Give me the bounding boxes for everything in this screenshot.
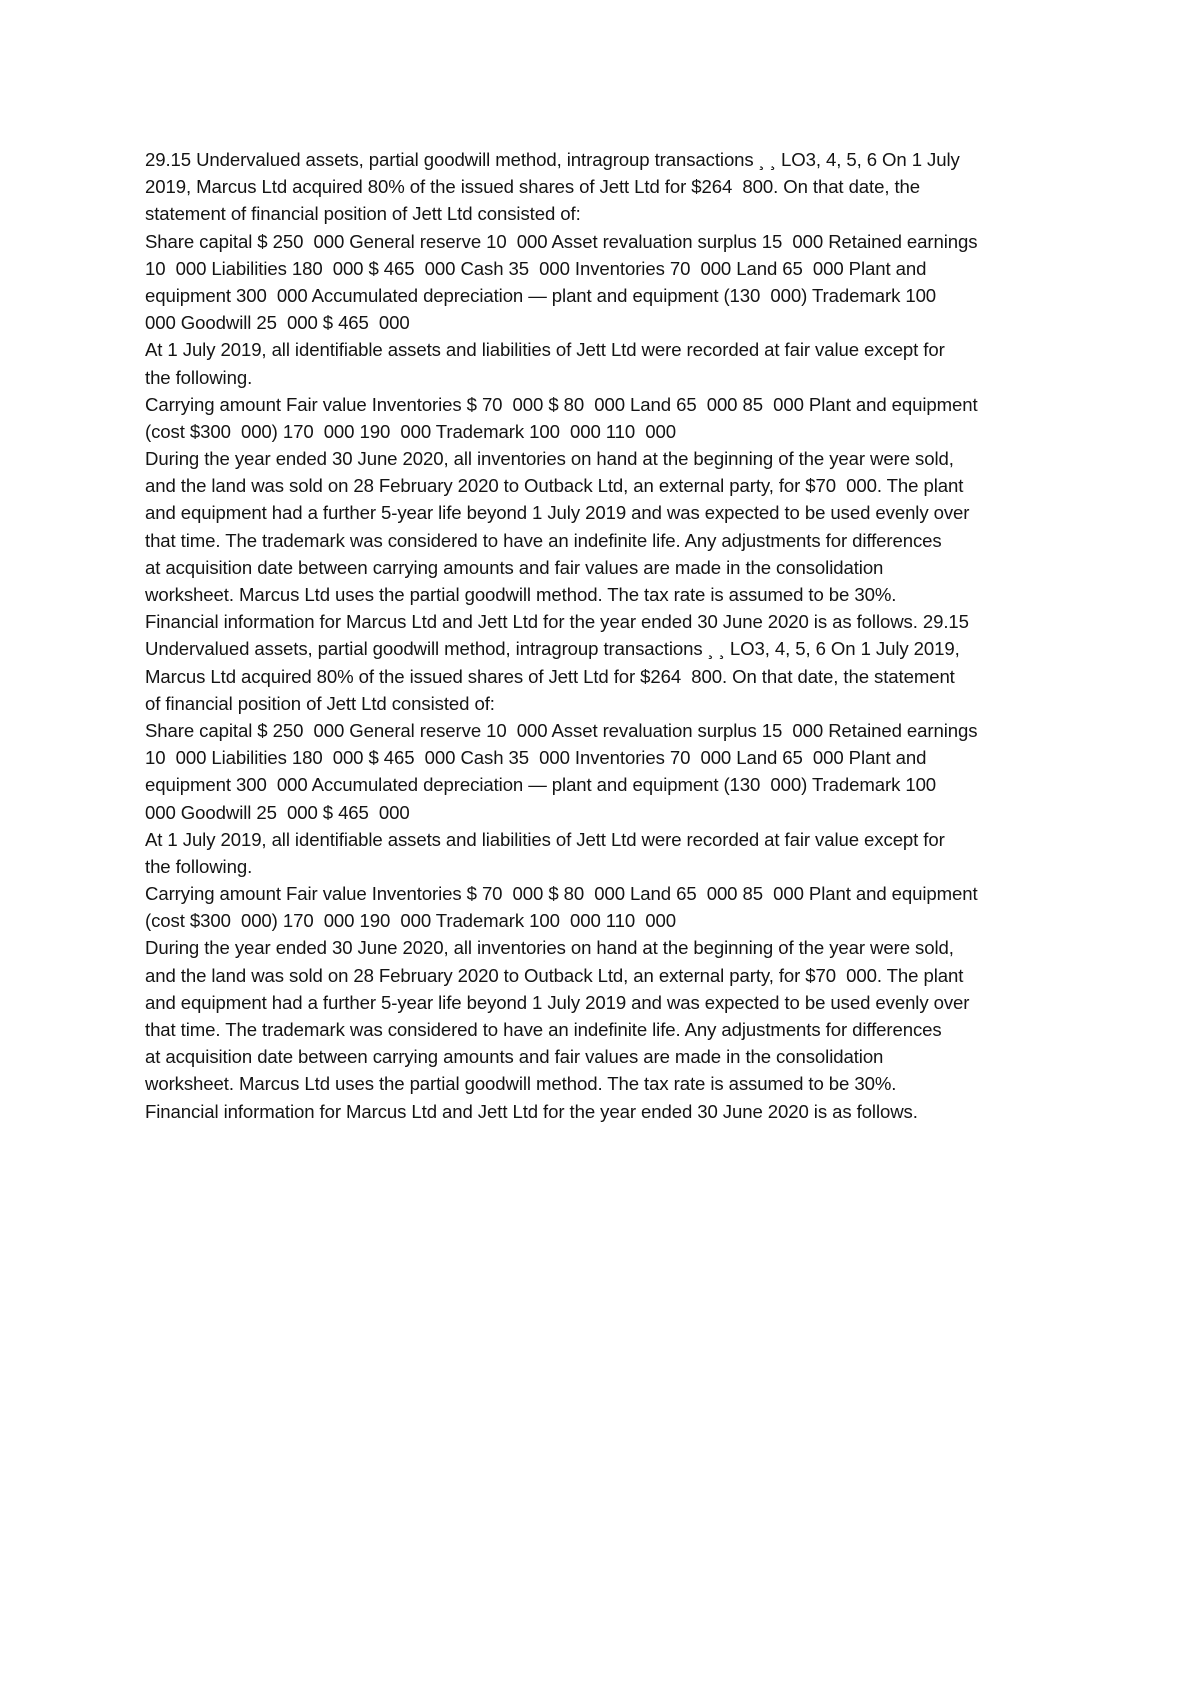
text-line: and equipment had a further 5-year life beyond 1 July 2019 and was expected to be used evenly over	[145, 502, 970, 524]
text-line: equipment 300 000 Accumulated depreciation — plant and equipment (130 000) Trademark 100	[145, 774, 937, 796]
text-line: 2019, Marcus Ltd acquired 80% of the issued shares of Jett Ltd for $264 800. On that date, the	[145, 176, 921, 198]
text-line: During the year ended 30 June 2020, all inventories on hand at the beginning of the year were sold,	[145, 448, 954, 470]
text-line: Marcus Ltd acquired 80% of the issued shares of Jett Ltd for $264 800. On that date, the statement	[145, 665, 955, 687]
text-line: and the land was sold on 28 February 2020 to Outback Ltd, an external party, for $70 000. The plant	[145, 964, 964, 986]
text-line: of financial position of Jett Ltd consisted of:	[145, 692, 495, 714]
text-line: statement of financial position of Jett Ltd consisted of:	[145, 203, 581, 225]
text-line: the following.	[145, 855, 253, 877]
text-line: 000 Goodwill 25 000 $ 465 000	[145, 312, 410, 334]
text-line: Financial information for Marcus Ltd and Jett Ltd for the year ended 30 June 2020 is as follows. 29.15	[145, 611, 969, 633]
text-line: 000 Goodwill 25 000 $ 465 000	[145, 801, 410, 823]
text-line: 10 000 Liabilities 180 000 $ 465 000 Cash 35 000 Inventories 70 000 Land 65 000 Plant and	[145, 257, 927, 279]
text-line: at acquisition date between carrying amounts and fair values are made in the consolidation	[145, 556, 884, 578]
text-line: that time. The trademark was considered to have an indefinite life. Any adjustments for differences	[145, 529, 942, 551]
document-body	[145, 146, 1065, 1125]
text-line: During the year ended 30 June 2020, all inventories on hand at the beginning of the year were sold,	[145, 937, 954, 959]
text-line: and equipment had a further 5-year life beyond 1 July 2019 and was expected to be used evenly over	[145, 991, 970, 1013]
text-line: the following.	[145, 366, 253, 388]
text-line: At 1 July 2019, all identifiable assets and liabilities of Jett Ltd were recorded at fair value except for	[145, 828, 945, 850]
text-line: Share capital $ 250 000 General reserve 10 000 Asset revaluation surplus 15 000 Retained earnings	[145, 719, 978, 741]
text-line: worksheet. Marcus Ltd uses the partial goodwill method. The tax rate is assumed to be 30%.	[145, 584, 897, 605]
text-line: 10 000 Liabilities 180 000 $ 465 000 Cash 35 000 Inventories 70 000 Land 65 000 Plant and	[145, 747, 927, 769]
text-line: Share capital $ 250 000 General reserve 10 000 Asset revaluation surplus 15 000 Retained earnings	[145, 230, 978, 252]
text-line: Carrying amount Fair value Inventories $ 70 000 $ 80 000 Land 65 000 85 000 Plant and equipment	[145, 393, 978, 415]
text-line: and the land was sold on 28 February 2020 to Outback Ltd, an external party, for $70 000. The plant	[145, 475, 964, 497]
text-line: Financial information for Marcus Ltd and Jett Ltd for the year ended 30 June 2020 is as follows.	[145, 1100, 918, 1122]
text-line: At 1 July 2019, all identifiable assets and liabilities of Jett Ltd were recorded at fair value except for	[145, 339, 945, 361]
text-line: (cost $300 000) 170 000 190 000 Trademark 100 000 110 000	[145, 420, 676, 442]
text-line: Undervalued assets, partial goodwill method, intragroup transactions ¸ ¸ LO3, 4, 5, 6 On 1 July 2019,	[145, 638, 960, 660]
text-line: 29.15 Undervalued assets, partial goodwill method, intragroup transactions ¸ ¸ LO3, 4, 5, 6 On 1 July	[145, 149, 960, 170]
text-line: that time. The trademark was considered to have an indefinite life. Any adjustments for differences	[145, 1019, 942, 1040]
text-line: (cost $300 000) 170 000 190 000 Trademark 100 000 110 000	[145, 910, 676, 932]
text-line: Carrying amount Fair value Inventories $ 70 000 $ 80 000 Land 65 000 85 000 Plant and equipment	[145, 883, 978, 905]
text-line: at acquisition date between carrying amounts and fair values are made in the consolidation	[145, 1046, 884, 1068]
text-line: equipment 300 000 Accumulated depreciation — plant and equipment (130 000) Trademark 100	[145, 284, 937, 306]
text-line: worksheet. Marcus Ltd uses the partial goodwill method. The tax rate is assumed to be 30%.	[145, 1073, 897, 1095]
